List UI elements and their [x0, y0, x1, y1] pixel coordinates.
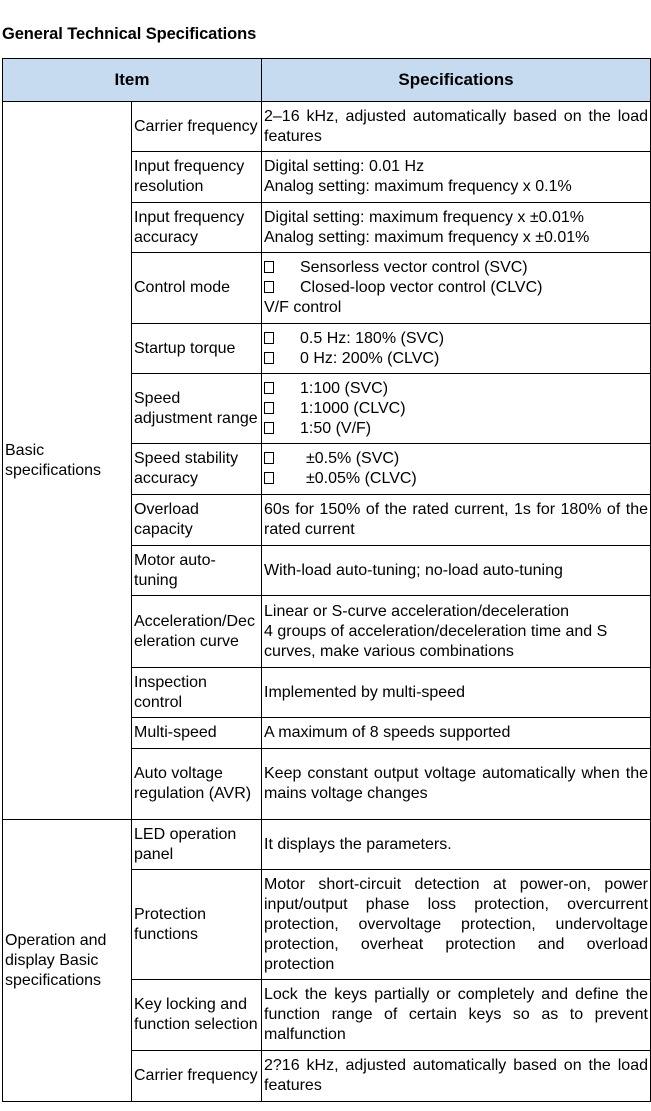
item-cell: Inspection control [132, 668, 262, 718]
item-cell: Acceleration/Deceleration curve [132, 596, 262, 668]
checkbox-icon [264, 422, 274, 434]
checkbox-icon [264, 452, 274, 464]
checkbox-icon [264, 332, 274, 344]
category-cell: Operation and display Basic specifications [3, 820, 132, 1102]
header-item: Item [3, 59, 262, 102]
checkbox-icon [264, 402, 274, 414]
item-cell: Protection functions [132, 870, 262, 980]
item-cell: Startup torque [132, 324, 262, 374]
checkbox-icon [264, 352, 274, 364]
checkbox-icon [264, 472, 274, 484]
item-cell: Key locking and function selection [132, 980, 262, 1051]
table-row [3, 102, 651, 152]
header-specs: Specifications [262, 59, 651, 102]
table-header-row [3, 59, 651, 102]
spec-cell: 2?16 kHz, adjusted automatically based on the load features [262, 1051, 651, 1102]
item-cell: Speed stability accuracy [132, 444, 262, 495]
item-cell: Carrier frequency [132, 1051, 262, 1102]
item-cell: Control mode [132, 253, 262, 324]
spec-cell: Sensorless vector control (SVC) Closed-loop vector control (CLVC) V/F control [262, 253, 651, 324]
spec-cell: 2–16 kHz, adjusted automatically based on the load features [262, 102, 651, 152]
spec-cell: Keep constant output voltage automatically when the mains voltage changes [262, 749, 651, 820]
page-title: General Technical Specifications [2, 25, 257, 43]
spec-cell: Digital setting: 0.01 Hz Analog setting: maximum frequency x 0.1% [262, 152, 651, 203]
spec-cell: 60s for 150% of the rated current, 1s for 180% of the rated current [262, 495, 651, 546]
item-cell: Carrier frequency [132, 102, 262, 152]
spec-cell: Linear or S-curve acceleration/deceleration 4 groups of acceleration/deceleration time and S curves, make various combinations [262, 596, 651, 668]
item-cell: Speed adjustment range [132, 374, 262, 444]
item-cell: Motor auto-tuning [132, 546, 262, 596]
spec-cell: It displays the parameters. [262, 820, 651, 870]
spec-cell: Digital setting: maximum frequency x ±0.01% Analog setting: maximum frequency x ±0.01% [262, 203, 651, 253]
spec-cell: Implemented by multi-speed [262, 668, 651, 718]
item-cell: LED operation panel [132, 820, 262, 870]
spec-cell: With-load auto-tuning; no-load auto-tuning [262, 546, 651, 596]
spec-cell: Lock the keys partially or completely and define the function range of certain keys so as to prevent malfunction [262, 980, 651, 1051]
spec-cell: A maximum of 8 speeds supported [262, 718, 651, 749]
item-cell: Auto voltage regulation (AVR) [132, 749, 262, 820]
item-cell: Overload capacity [132, 495, 262, 546]
item-cell: Input frequency accuracy [132, 203, 262, 253]
spec-cell: 0.5 Hz: 180% (SVC) 0 Hz: 200% (CLVC) [262, 324, 651, 374]
checkbox-icon [264, 261, 274, 273]
spec-cell: ±0.5% (SVC) ±0.05% (CLVC) [262, 444, 651, 495]
checkbox-icon [264, 281, 274, 293]
spec-table [2, 58, 651, 1102]
spec-cell: 1:100 (SVC) 1:1000 (CLVC) 1:50 (V/F) [262, 374, 651, 444]
table-row [3, 820, 651, 870]
checkbox-icon [264, 382, 274, 394]
item-cell: Multi-speed [132, 718, 262, 749]
spec-cell: Motor short-circuit detection at power-on, power input/output phase loss protection, overcurrent protection, overvoltage protection, undervoltage protection, overheat protection and overload protection [262, 870, 651, 980]
item-cell: Input frequency resolution [132, 152, 262, 203]
category-cell: Basic specifications [3, 102, 132, 820]
